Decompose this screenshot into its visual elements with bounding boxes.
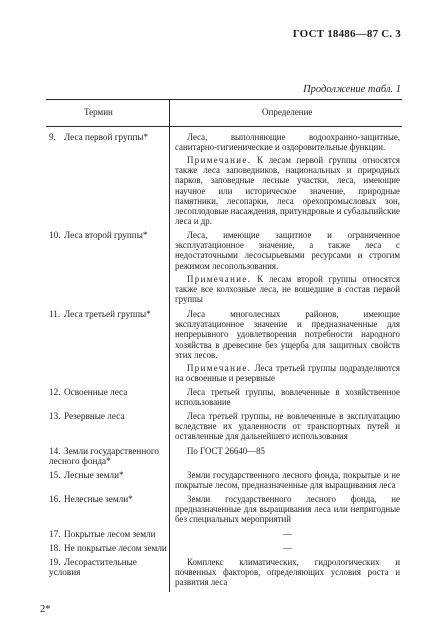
table-top-rule (46, 99, 402, 100)
term-number: 17. (49, 529, 61, 539)
term-text: Лесные земли* (64, 470, 124, 480)
note-9 (175, 155, 400, 226)
term-text: Не покрытые лесом земли (64, 543, 167, 553)
term-17 (49, 529, 167, 539)
definition-19: Комплекс климатических, гидрологических и почвенных факторов, определяющих условия роста и развития леса (175, 557, 400, 588)
term-number: 9. (49, 132, 56, 142)
note-text: К лесам первой группы относятся также леса заповедников, национальных и природных парков, заповедные лесные участки, леса, имеющие научное или историческое значение, природные памятники, лесопарки, леса орехопромысловых зон, лесоплодовые насаждения, притундровые и субальпийские леса и др. (175, 155, 400, 227)
definition-16: Земли государственного лесного фонда, не предназначенные для выращивания леса или непригодные без специальных мероприятий (175, 494, 400, 525)
term-text: Резервные леса (64, 411, 125, 421)
term-10 (49, 230, 167, 240)
definition-13: Леса третьей группы, не вовлеченные в эксплуатацию вследствие их удаленности от транспортных путей и оставленные для дальнейшего использования (175, 411, 400, 442)
term-18 (49, 543, 167, 553)
term-9 (49, 132, 167, 142)
definition-15: Земли государственного лесного фонда, покрытые и не покрытые лесом, предназначенные для выращивания леса (175, 470, 400, 491)
term-number: 16. (49, 494, 61, 504)
note-text: Леса третьей группы подразделяются на освоенные и резервные (175, 363, 400, 384)
term-number: 14. (49, 446, 61, 456)
term-text: Нелесные земли* (64, 494, 133, 504)
note-10 (175, 274, 400, 305)
term-text: Земли государственного лесного фонда* (49, 446, 159, 466)
term-number: 12. (49, 387, 61, 397)
note-text: К лесам второй группы относятся также все колхозные леса, не вошедшие в состав первой группы (175, 274, 400, 305)
term-text: Освоенные леса (64, 387, 128, 397)
term-13 (49, 411, 167, 421)
term-16 (49, 494, 167, 504)
page-number: 2* (40, 604, 51, 615)
definition-18: — (283, 543, 292, 553)
term-number: 10. (49, 230, 61, 240)
definition-17: — (283, 529, 292, 539)
term-15 (49, 470, 167, 480)
term-number: 13. (49, 411, 61, 421)
term-number: 18. (49, 543, 61, 553)
note-label: Примечание. (187, 155, 252, 165)
note-label: Примечание. (187, 363, 252, 373)
table-column-divider (169, 99, 170, 592)
term-text: Покрытые лесом земли (64, 529, 156, 539)
definition-10: Леса, имеющие защитное и ограниченное эксплуатационное значение, а также леса с недостаточными лесосырьевыми ресурсами и строгим режимом лесопользования. (175, 230, 400, 271)
term-text: Лесорастительные условия (49, 557, 137, 577)
term-text: Леса третьей группы* (64, 309, 151, 319)
term-text: Леса второй группы* (64, 230, 148, 240)
column-header-term: Термин (84, 107, 113, 117)
definition-12: Леса третьей группы, вовлеченные в хозяйственное использование (175, 387, 400, 408)
term-number: 15. (49, 470, 61, 480)
term-text: Леса первой группы* (64, 132, 149, 142)
term-14 (49, 446, 167, 466)
term-19 (49, 557, 167, 577)
column-header-definition: Определение (262, 107, 313, 117)
table-continuation-label: Продолжение табл. 1 (303, 84, 401, 95)
document-reference: ГОСТ 18486—87 С. 3 (292, 28, 401, 40)
note-11 (175, 363, 400, 383)
definition-14: По ГОСТ 26640—85 (187, 446, 265, 456)
definition-11: Леса многолесных районов, имеющие эксплуатационное значение и предназначенные для непрерывного удовлетворения потребности народного хозяйства в древесине без ущерба для защитных свойств этих лесов. (175, 309, 400, 360)
term-number: 19. (49, 557, 61, 567)
term-12 (49, 387, 167, 397)
note-label: Примечание. (187, 274, 252, 284)
table-header-rule (46, 126, 402, 127)
term-number: 11. (49, 309, 61, 319)
term-11 (49, 309, 167, 319)
definition-9: Леса, выполняющие водоохранно-защитные, санитарно-гигиенические и оздоровительные функции. (175, 132, 400, 153)
